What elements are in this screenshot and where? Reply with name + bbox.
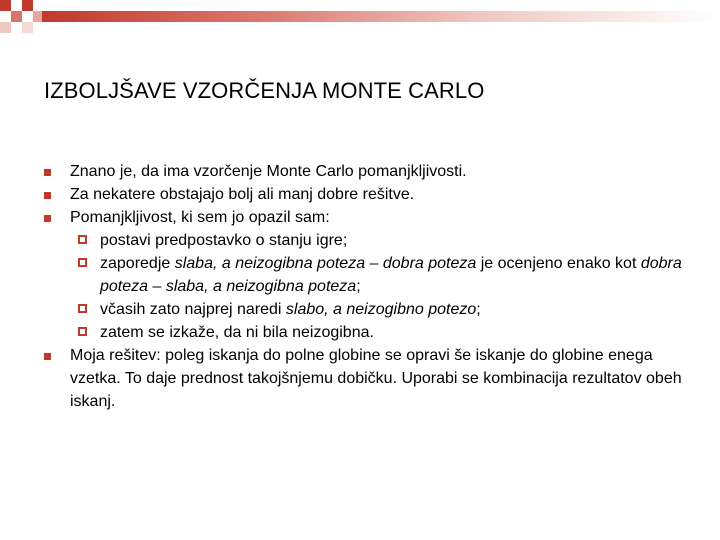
hollow-square-bullet-icon xyxy=(78,304,87,313)
sub-bullet-text: zatem se izkaže, da ni bila neizogibna. xyxy=(100,324,374,341)
bullet-text: Moja rešitev: poleg iskanja do polne globine se opravi še iskanje do globine enega vzetka. To daje prednost takojšnjemu dobičku. Uporabi se kombinacija rezultatov obeh iskanj. xyxy=(70,347,682,410)
deco-square xyxy=(33,11,42,22)
hollow-square-bullet-icon xyxy=(78,258,87,267)
bullet-item xyxy=(44,160,704,183)
bullet-item xyxy=(44,183,704,206)
deco-gradient-band xyxy=(42,11,720,22)
square-bullet-icon xyxy=(44,169,51,176)
deco-square xyxy=(0,22,11,33)
sub-bullet-item xyxy=(44,252,704,298)
slide-content xyxy=(44,160,704,413)
sub-bullet-item xyxy=(44,229,704,252)
bullet-item xyxy=(44,344,704,413)
deco-square xyxy=(22,22,33,33)
bullet-text: Pomanjkljivost, ki sem jo opazil sam: xyxy=(70,209,330,226)
header-decoration xyxy=(0,0,720,45)
deco-square xyxy=(0,0,11,11)
hollow-square-bullet-icon xyxy=(78,235,87,244)
square-bullet-icon xyxy=(44,192,51,199)
sub-bullet-item xyxy=(44,321,704,344)
hollow-square-bullet-icon xyxy=(78,327,87,336)
bullet-text: Znano je, da ima vzorčenje Monte Carlo pomanjkljivosti. xyxy=(70,163,467,180)
sub-bullet-text: včasih zato najprej naredi slabo, a neizogibno potezo; xyxy=(100,301,481,318)
square-bullet-icon xyxy=(44,215,51,222)
bullet-item xyxy=(44,206,704,229)
sub-bullet-text: zaporedje slaba, a neizogibna poteza – dobra poteza je ocenjeno enako kot dobra poteza – slaba, a neizogibna poteza; xyxy=(100,255,682,295)
bullet-text: Za nekatere obstajajo bolj ali manj dobre rešitve. xyxy=(70,186,415,203)
square-bullet-icon xyxy=(44,353,51,360)
slide-title: IZBOLJŠAVE VZORČENJA MONTE CARLO xyxy=(44,78,485,103)
sub-bullet-item xyxy=(44,298,704,321)
deco-square xyxy=(11,11,22,22)
sub-bullet-text: postavi predpostavko o stanju igre; xyxy=(100,232,348,249)
deco-square xyxy=(22,0,33,11)
